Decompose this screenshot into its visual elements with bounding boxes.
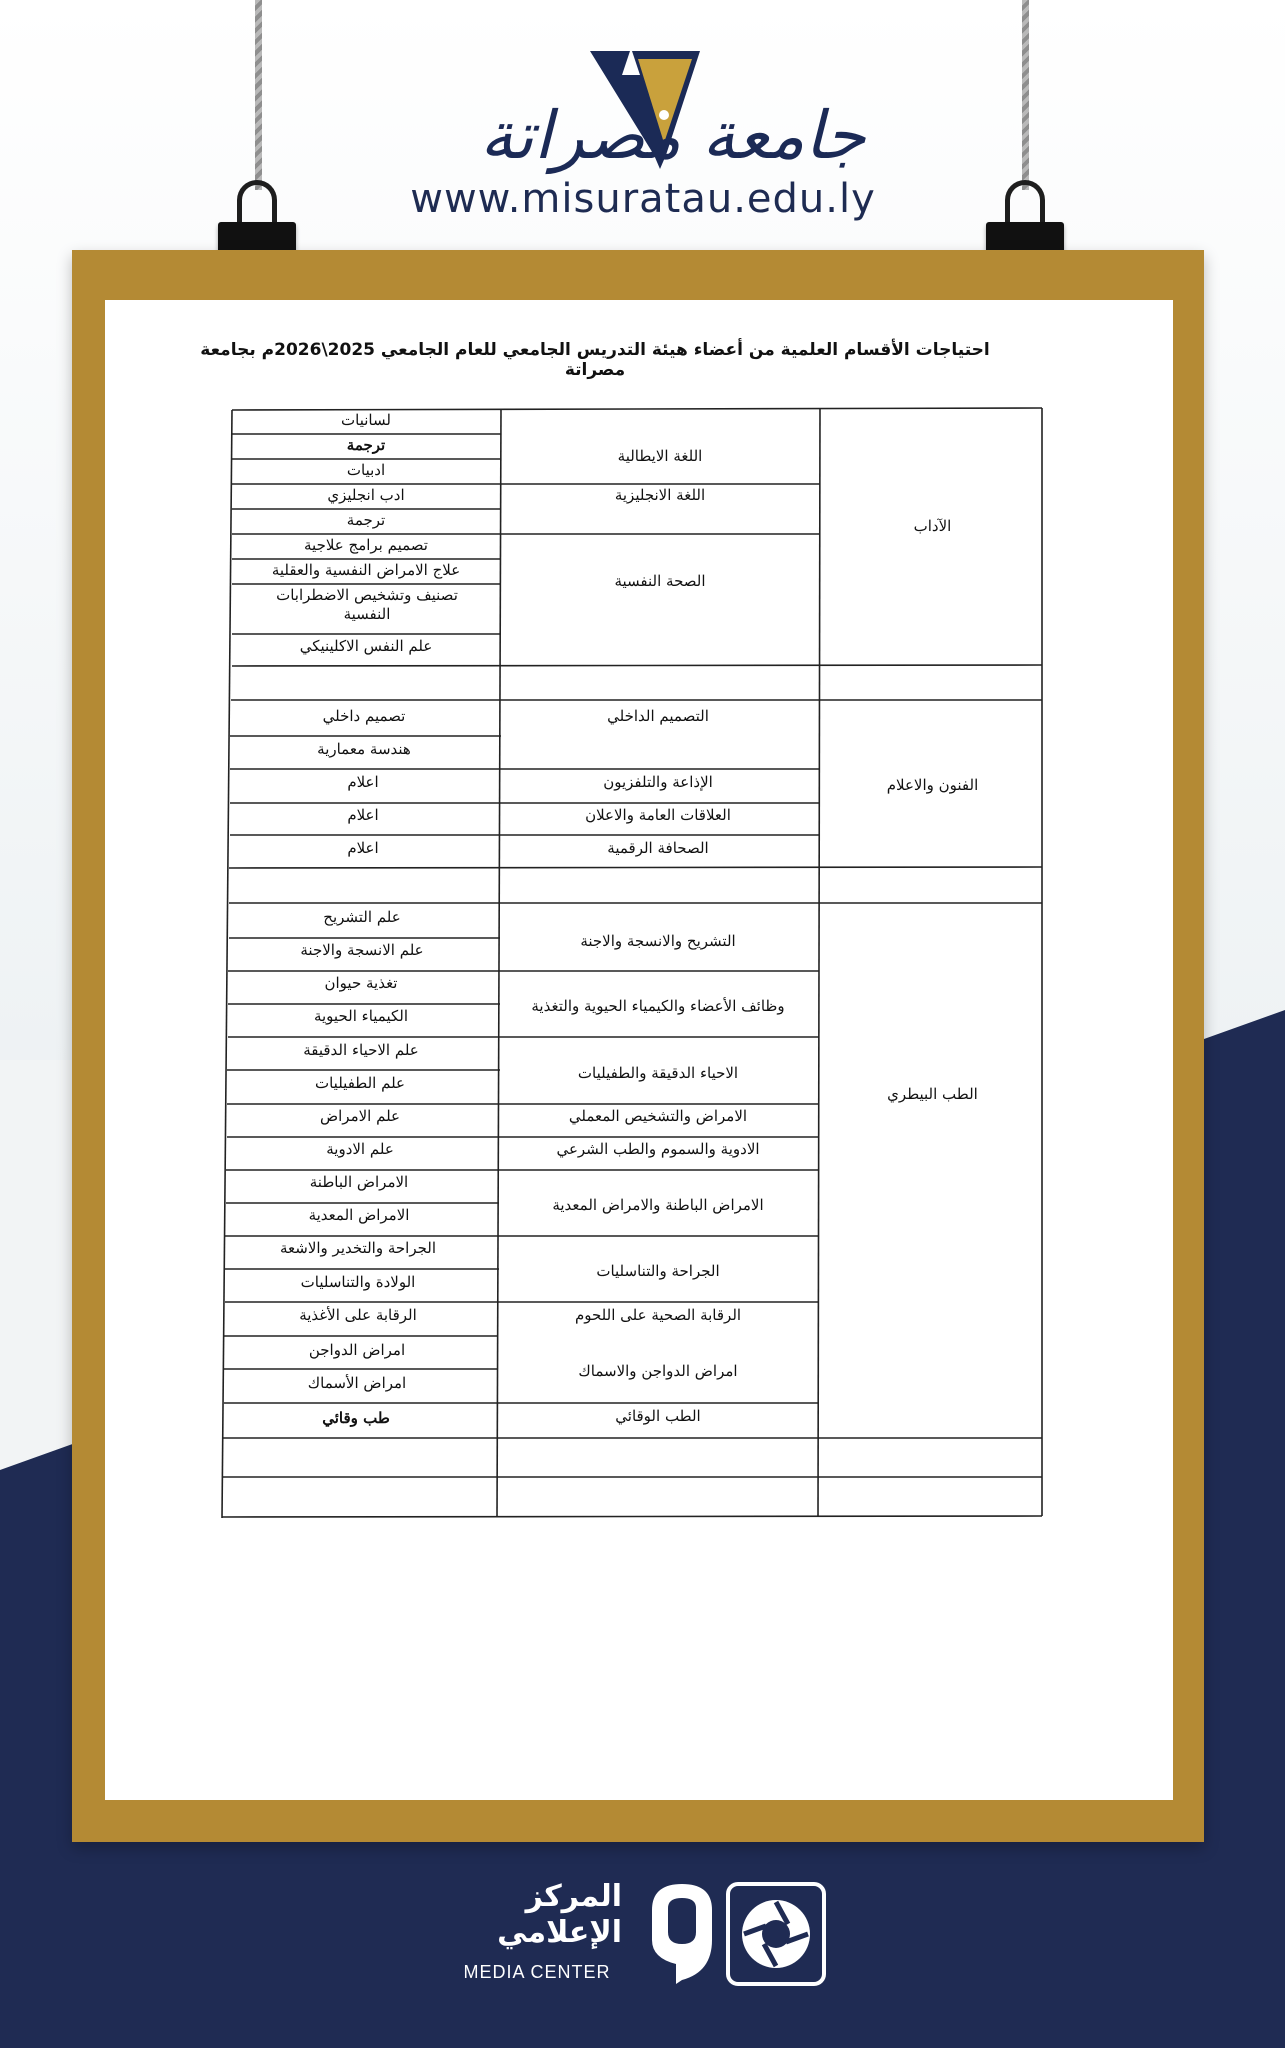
media-center-english: MEDIA CENTER — [463, 1962, 611, 1982]
table-cell-department: العلاقات العامة والاعلان — [585, 806, 731, 824]
table-cell-department: الصحافة الرقمية — [607, 839, 709, 857]
media-center-arabic-line2: الإعلامي — [497, 1915, 622, 1950]
media-center-logo — [432, 1880, 852, 1990]
table-cell-department: اللغة الايطالية — [617, 447, 703, 465]
table-cell-specialization: علم النفس الاكلينيكي — [299, 637, 433, 655]
table-cell-specialization: ادبيات — [346, 461, 386, 479]
table-cell-specialization: ترجمة — [346, 511, 386, 529]
table-cell-department: الإذاعة والتلفزيون — [603, 773, 713, 791]
table-cell-specialization: تصميم داخلي — [322, 707, 406, 725]
table-cell-faculty: الفنون والاعلام — [886, 776, 979, 794]
table-cell-department: الطب الوقائي — [615, 1407, 701, 1425]
table-cell-specialization: الولادة والتناسليات — [300, 1273, 416, 1291]
table-cell-specialization: علم الاحياء الدقيقة — [303, 1041, 419, 1059]
logo-text: جامعة مصراتة — [480, 97, 866, 174]
table-cell-specialization: تصنيف وتشخيص الاضطرابات النفسية — [276, 586, 458, 623]
table-cell-specialization: علم الامراض — [319, 1107, 400, 1125]
table-cell-specialization: علم الطفيليات — [314, 1074, 405, 1092]
table-cell-specialization: الامراض المعدية — [308, 1206, 410, 1224]
table-cell-department: اللغة الانجليزية — [614, 486, 706, 504]
table-cell-specialization: اعلام — [347, 839, 379, 857]
media-center-arabic-line1: المركز — [525, 1879, 622, 1914]
table-cell-department: الرقابة الصحية على اللحوم — [574, 1306, 742, 1324]
table-cell-department: وظائف الأعضاء والكيمياء الحيوية والتغذية — [531, 997, 785, 1015]
table-cell-specialization: علم الانسجة والاجنة — [300, 941, 424, 959]
table-cell-department: الامراض الباطنة والامراض المعدية — [552, 1196, 764, 1214]
table-cell-specialization: علاج الامراض النفسية والعقلية — [271, 561, 461, 579]
table-cell-specialization: تصميم برامج علاجية — [304, 536, 428, 554]
table-cell-department: الصحة النفسية — [614, 572, 706, 590]
table-cell-specialization: ادب انجليزي — [327, 486, 405, 504]
table-cell-specialization: اعلام — [347, 806, 379, 824]
table-cell-specialization: لسانيات — [341, 411, 391, 429]
table-cell-specialization: الرقابة على الأغذية — [299, 1306, 417, 1324]
table-cell-specialization: اعلام — [347, 773, 379, 791]
table-cell-specialization: طب وقائي — [322, 1409, 390, 1427]
table-cell-department: الامراض والتشخيص المعملي — [568, 1107, 748, 1125]
website-url[interactable]: www.misuratau.edu.ly — [410, 176, 876, 222]
document-title: احتياجات الأقسام العلمية من أعضاء هيئة التدريس الجامعي للعام الجامعي 2025\2026م بجامعة مصراتة — [200, 340, 990, 380]
table-cell-specialization: علم الادوية — [326, 1140, 394, 1158]
table-cell-department: الادوية والسموم والطب الشرعي — [556, 1140, 760, 1158]
table-cell-specialization: امراض الدواجن — [308, 1341, 406, 1359]
table-cell-department: الاحياء الدقيقة والطفيليات — [577, 1064, 739, 1082]
table-cell-specialization: علم التشريح — [323, 908, 401, 926]
table-cell-faculty: الآداب — [913, 517, 952, 535]
table-cell-department: امراض الدواجن والاسماك — [578, 1362, 738, 1380]
table-cell-specialization: الكيمياء الحيوية — [313, 1007, 409, 1025]
table-cell-specialization: امراض الأسماك — [307, 1374, 407, 1392]
table-cell-specialization: ترجمة — [346, 436, 386, 454]
table-cell-specialization: الامراض الباطنة — [309, 1173, 409, 1191]
table-cell-faculty: الطب البيطري — [887, 1085, 978, 1103]
table-cell-specialization: الجراحة والتخدير والاشعة — [279, 1239, 437, 1257]
table-cell-specialization: تغذية حيوان — [324, 974, 398, 992]
camera-microphone-icon — [632, 1880, 832, 1990]
table-cell-department: الجراحة والتناسليات — [596, 1262, 720, 1280]
table-cell-department: التشريح والانسجة والاجنة — [580, 932, 736, 950]
table-cell-department: التصميم الداخلي — [607, 707, 709, 725]
table-cell-specialization: هندسة معمارية — [317, 740, 411, 758]
